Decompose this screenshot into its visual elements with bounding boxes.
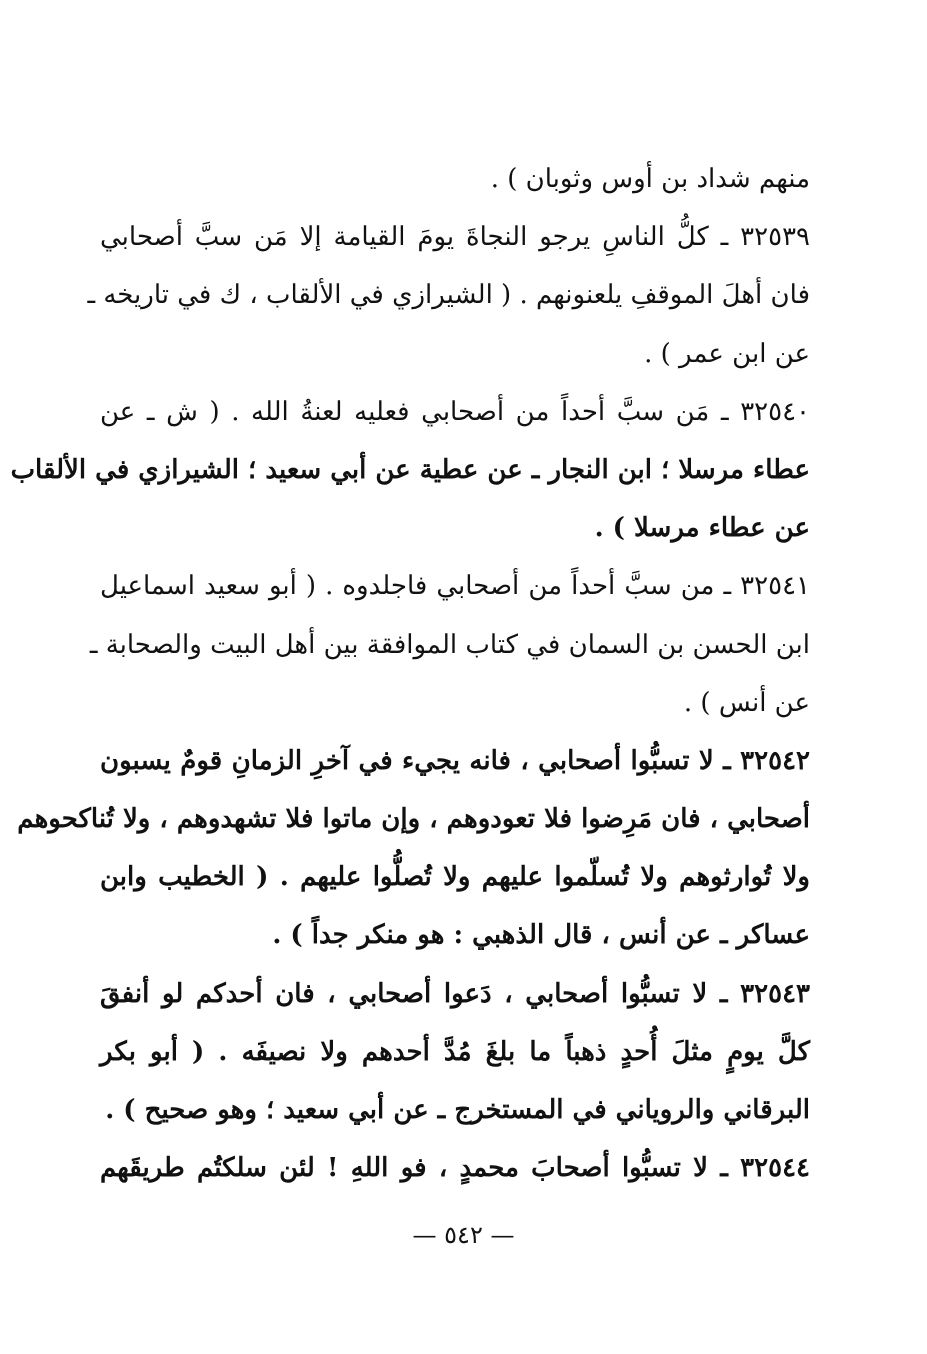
text-line: عن أنس ) . — [683, 687, 810, 718]
text-line: ولا تُوارثوهم ولا تُسلّموا عليهم ولا تُصلُّوا عليهم . ( الخطيب وابن — [100, 862, 810, 893]
text-line: أصحابي ، فان مَرِضوا فلا تعودوهم ، وإن ماتوا فلا تشهدوهم ، ولا تُناكحوهم — [17, 804, 810, 835]
page-number: — ٥٤٢ — — [412, 1221, 515, 1249]
text-line: البرقاني والروياني في المستخرج ـ عن أبي سعيد ؛ وهو صحيح ) . — [105, 1095, 810, 1125]
text-line: ٣٢٥٤١ ـ من سبَّ أحداً من أصحابي فاجلدوه . ( أبو سعيد اسماعيل — [100, 571, 810, 602]
text-line: عطاء مرسلا ؛ ابن النجار ـ عن عطية عن أبي سعيد ؛ الشيرازي في الألقاب — [10, 454, 810, 485]
text-line: ٣٢٥٤٣ ـ لا تسبُّوا أصحابي ، دَعوا أصحابي ، فان أحدكم لو أنفقَ — [100, 978, 810, 1009]
text-line: ابن الحسن بن السمان في كتاب الموافقة بين أهل البيت والصحابة ـ — [89, 629, 810, 660]
text-body — [10, 150, 811, 1197]
text-line: منهم شداد بن أوس وثوبان ) . — [490, 164, 810, 194]
text-line: ٣٢٥٤٢ ـ لا تسبُّوا أصحابي ، فانه يجيء في آخرِ الزمانِ قومٌ يسبون — [100, 745, 810, 776]
text-line: فان أهلَ الموقفِ يلعنونهم . ( الشيرازي في الألقاب ، ك في تاريخه ـ — [87, 280, 810, 311]
text-line: عن عطاء مرسلا ) . — [594, 513, 810, 544]
text-line: ٣٢٥٤٤ ـ لا تسبُّوا أصحابَ محمدٍ ، فو اللهِ ! لئن سلكتُم طريقَهم — [100, 1153, 810, 1184]
text-line: عساكر ـ عن أنس ، قال الذهبي : هو منكر جداً ) . — [272, 920, 810, 951]
text-line: ٣٢٥٤٠ ـ مَن سبَّ أحداً من أصحابي فعليه لعنةُ الله . ( ش ـ عن — [100, 396, 811, 427]
text-line: ٣٢٥٣٩ ـ كلُّ الناسِ يرجو النجاةَ يومَ القيامة إلا مَن سبَّ أصحابي — [100, 222, 810, 253]
text-line: عن ابن عمر ) . — [644, 338, 810, 369]
text-line: كلَّ يومٍ مثلَ أُحدٍ ذهباً ما بلغَ مُدَّ أحدهم ولا نصيفَه . ( أبو بكر — [100, 1036, 810, 1067]
